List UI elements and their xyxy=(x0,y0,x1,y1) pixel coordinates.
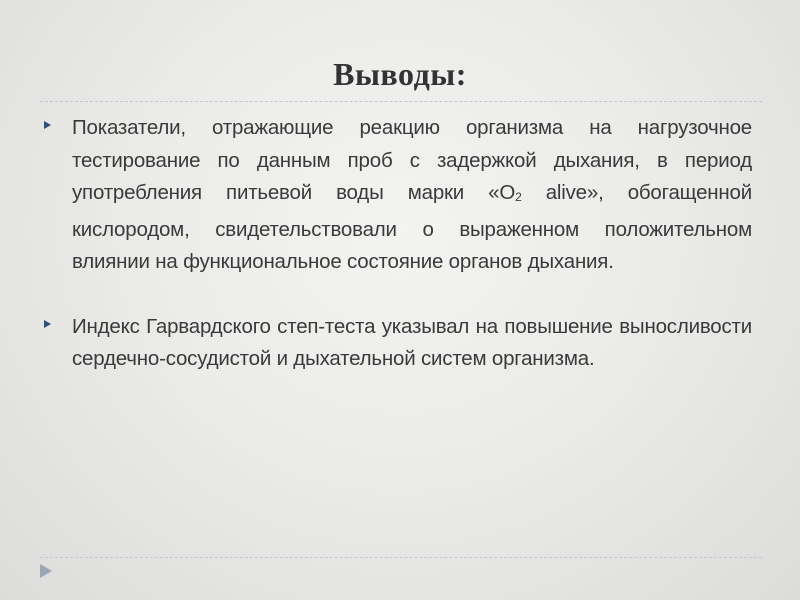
oxygen-subscript: 2 xyxy=(515,190,522,204)
bullet-text-2: Индекс Гарвардского степ-теста указывал на повышение выносливости сердечно-сосудистой и дыхательной систем организма. xyxy=(72,314,752,370)
title-divider xyxy=(40,101,762,102)
bullet-item-2 xyxy=(44,311,752,376)
bullet-text-1 xyxy=(72,112,752,279)
bullet-text-1-part-2: alive», обогащенной кислородом, свидетельствовали о выраженном положительном влиянии на функциональное состояние органов дыхания. xyxy=(72,181,752,273)
footer-divider xyxy=(40,557,762,558)
bullet-item-1 xyxy=(44,112,752,279)
triangle-bullet-icon xyxy=(44,320,51,328)
next-slide-arrow-icon[interactable] xyxy=(40,564,52,578)
slide-content xyxy=(44,112,752,408)
bullet-text-1-part-1: Показатели, отражающие реакцию организма на нагрузочное тестирование по данным проб с задержкой дыхания, в период употребления питьевой воды марки «O xyxy=(72,116,752,204)
triangle-bullet-icon xyxy=(44,121,51,129)
slide-title: Выводы: xyxy=(333,56,467,92)
